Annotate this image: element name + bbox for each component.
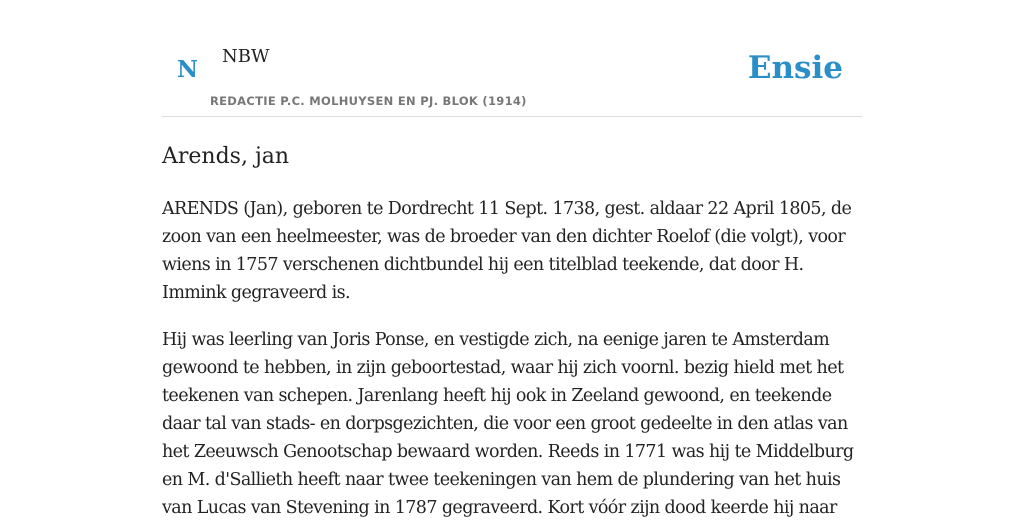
- article-paragraph: Hij was leerling van Joris Ponse, en vestigde zich, na eenige jaren te Amsterdam gewoond te hebben, in zijn geboortestad, waar hij zich voornl. bezig hield met het teekenen van schepen. Jarenlang heeft hij ook in Zeeland gewoond, en teekende daar tal van stads- en dorpsgezichten, die voor een groot gedeelte in den atlas van het Zeeuwsch Genootschap bewaard worden. Reeds in 1771 was hij te Middelburg en M. d'Sallieth heeft naar twee teekeningen van hem de plundering van het huis van Lucas van Stevening in 1787 gegraveerd. Kort vóór zijn dood keerde hij naar: [162, 330, 854, 518]
- source-title[interactable]: NBW: [222, 46, 270, 67]
- article-title: Arends, jan: [162, 144, 290, 169]
- article-paragraph: ARENDS (Jan), geboren te Dordrecht 11 Sept. 1738, gest. aldaar 22 April 1805, de zoon van een heelmeester, was de broeder van den dichter Roelof (die volgt), voor wiens in 1757 verschenen dichtbundel hij een titelblad teekende, dat door H. Immink gegraveerd is.: [162, 199, 852, 303]
- page: [162, 0, 862, 522]
- source-logo[interactable]: N: [177, 56, 199, 83]
- brand-logo-link[interactable]: Ensie: [747, 50, 843, 86]
- source-subtitle: REDACTIE P.C. MOLHUYSEN EN PJ. BLOK (1914): [210, 94, 527, 108]
- source-header: [162, 0, 862, 117]
